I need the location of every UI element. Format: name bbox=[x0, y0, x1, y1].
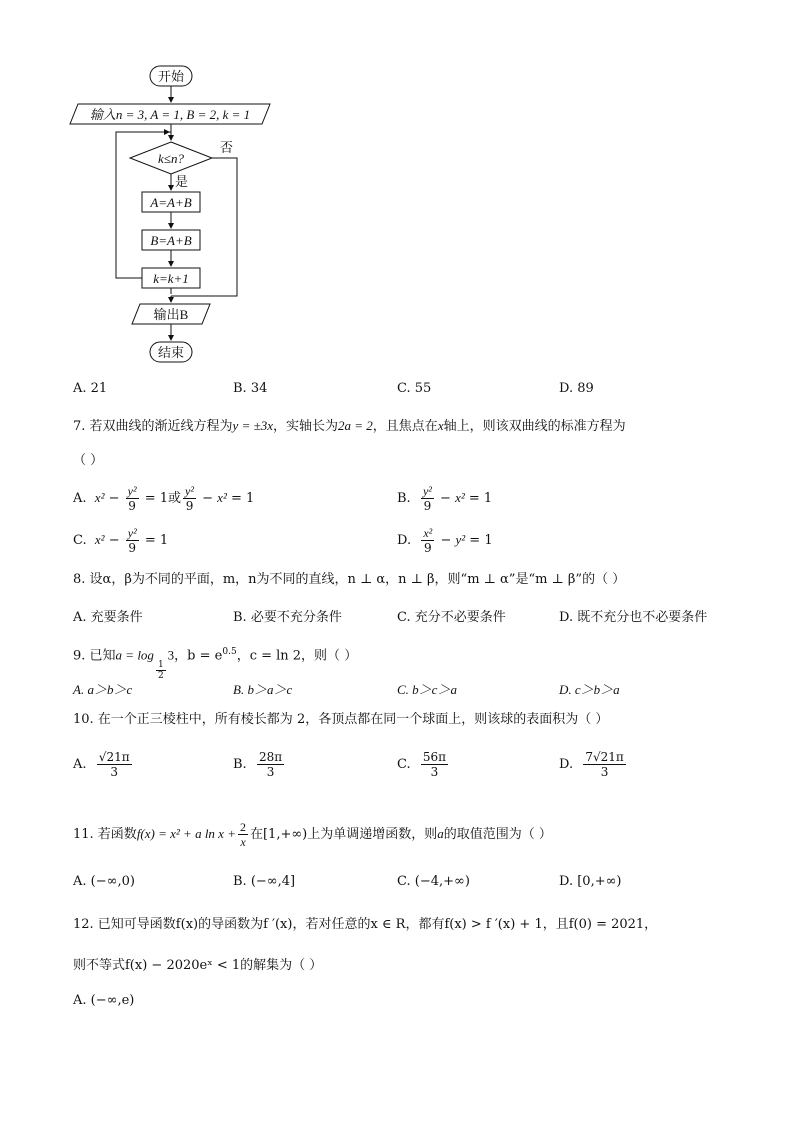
q10-option-d-label: D. bbox=[559, 757, 574, 772]
q11-stem-part3: 的取值范围为（ ） bbox=[443, 827, 552, 842]
q11-option-c: C. (−4,+∞) bbox=[397, 874, 470, 889]
flow-step-b-label: B=A+B bbox=[150, 233, 192, 248]
q8-stem: 8. 设α，β为不同的平面，m，n为不同的直线，n ⊥ α，n ⊥ β，则“m ⊥ α”是“m ⊥ β”的（ ） bbox=[73, 572, 626, 587]
q7-a-frac2-den: 9 bbox=[185, 499, 194, 513]
q7-option-d bbox=[397, 526, 493, 555]
q9-log-base-num: 1 bbox=[157, 660, 164, 671]
q7-c-eq: = 1 bbox=[144, 533, 169, 548]
q9-option-b: B. b＞a＞c bbox=[233, 682, 293, 697]
q7-b-frac-den: 9 bbox=[423, 499, 432, 513]
q6-option-c: C. 55 bbox=[397, 381, 432, 396]
q11-stem-part1: 11. 若函数 bbox=[73, 827, 137, 842]
q7-paren: （ ） bbox=[73, 453, 104, 468]
q7-a-eq: = 1 bbox=[144, 491, 169, 506]
q7-option-b-label: B. bbox=[397, 491, 411, 506]
q9-option-d: D. c＞b＞a bbox=[559, 682, 620, 697]
flow-no-label: 否 bbox=[220, 140, 234, 155]
q11-option-d: D. [0,+∞) bbox=[559, 874, 622, 889]
q7-option-a bbox=[73, 484, 254, 513]
q6-option-d: D. 89 bbox=[559, 381, 594, 396]
q6-option-b: B. 34 bbox=[233, 381, 268, 396]
q11-stem bbox=[73, 820, 552, 849]
flowchart bbox=[60, 60, 290, 370]
q10-option-b-label: B. bbox=[233, 757, 247, 772]
q10-c-den: 3 bbox=[430, 765, 439, 779]
q7-a-minus2: − bbox=[202, 491, 214, 506]
q9-log-base bbox=[156, 660, 166, 681]
q11-a-var: a bbox=[437, 826, 444, 841]
q7-b-frac-num: y² bbox=[422, 484, 432, 498]
q10-b-num: 28π bbox=[258, 750, 283, 764]
q10-option-a-label: A. bbox=[73, 757, 87, 772]
q11-frac bbox=[238, 820, 248, 849]
q10-stem: 10. 在一个正三棱柱中，所有棱长都为 2，各顶点都在同一个球面上，则该球的表面积为（ ） bbox=[73, 712, 609, 727]
flow-start-label: 开始 bbox=[157, 69, 185, 84]
q7-d-y2: y² bbox=[455, 532, 466, 547]
q7-a-frac2-num: y² bbox=[185, 484, 194, 498]
q10-a-frac bbox=[97, 750, 132, 779]
q7-stem-part3: ，且焦点在 bbox=[372, 419, 438, 434]
q7-d-frac bbox=[421, 526, 434, 555]
q7-a-frac bbox=[126, 484, 139, 513]
q10-option-b bbox=[233, 750, 286, 779]
q7-a-eq2: = 1 bbox=[230, 491, 255, 506]
q9-stem-part3: ，c = ln 2，则（ ） bbox=[236, 648, 358, 664]
flow-yes-label: 是 bbox=[175, 174, 189, 189]
q7-stem-part1: 7. 若双曲线的渐近线方程为 bbox=[73, 419, 233, 434]
q7-b-eq: = 1 bbox=[468, 491, 493, 506]
q7-c-frac-num: y² bbox=[127, 526, 137, 540]
q9-exp: 0.5 bbox=[222, 647, 237, 657]
q10-b-frac bbox=[257, 750, 284, 779]
q7-a-frac2 bbox=[183, 484, 196, 513]
q7-option-b bbox=[397, 484, 492, 513]
q7-asymptote-eq: y = ±3x bbox=[232, 418, 273, 433]
q8-option-c: C. 充分不必要条件 bbox=[397, 610, 506, 625]
q9-stem bbox=[73, 643, 357, 681]
q7-stem-part4: 轴上，则该双曲线的标准方程为 bbox=[443, 419, 626, 434]
q7-d-frac-den: 9 bbox=[424, 541, 432, 555]
q7-d-frac-num: x² bbox=[423, 526, 433, 540]
q9-log-arg: 3 bbox=[167, 647, 175, 663]
q7-axis-eq: 2a = 2 bbox=[338, 418, 373, 433]
q7-x-var: x bbox=[437, 418, 444, 433]
q7-d-eq: = 1 bbox=[469, 533, 493, 548]
q7-a-x2b: x² bbox=[217, 490, 227, 505]
q10-a-num: √21π bbox=[98, 750, 130, 764]
q11-stem-part2: 在[1,+∞)上为单调递增函数，则 bbox=[249, 827, 438, 842]
q12-option-a: A. (−∞,e) bbox=[73, 993, 135, 1008]
q7-option-c bbox=[73, 526, 168, 555]
q8-option-d: D. 既不充分也不必要条件 bbox=[559, 610, 708, 625]
q12-stem-line1: 12. 已知可导函数f(x)的导函数为f ′(x)，若对任意的x ∈ R，都有f(x) > f ′(x) + 1，且f(0) = 2021， bbox=[73, 917, 658, 932]
q7-a-frac-den: 9 bbox=[128, 499, 136, 513]
q9-stem-part1: 9. 已知 bbox=[73, 648, 116, 664]
q11-option-a: A. (−∞,0) bbox=[73, 874, 135, 889]
q10-c-frac bbox=[421, 750, 448, 779]
flow-step-a-label: A=A+B bbox=[150, 195, 192, 210]
q10-a-den: 3 bbox=[110, 765, 119, 779]
q7-c-frac-den: 9 bbox=[128, 541, 137, 555]
q10-option-c-label: C. bbox=[397, 757, 411, 772]
q7-option-d-label: D. bbox=[397, 533, 412, 548]
q8-option-b: B. 必要不充分条件 bbox=[233, 610, 342, 625]
q10-option-c bbox=[397, 750, 450, 779]
q7-b-x2: x² bbox=[455, 490, 465, 505]
flow-condition-label: k≤n? bbox=[158, 151, 184, 166]
q10-d-frac bbox=[583, 750, 625, 779]
q10-c-num: 56π bbox=[422, 750, 447, 764]
q11-option-b: B. (−∞,4] bbox=[233, 874, 296, 889]
q7-a-x2: x² bbox=[94, 490, 105, 505]
q10-option-d bbox=[559, 750, 628, 779]
q7-b-minus: − bbox=[440, 491, 451, 506]
flow-output-label: 输出B bbox=[153, 307, 189, 322]
q10-option-a bbox=[73, 750, 134, 779]
q7-a-or: 或 bbox=[168, 491, 182, 506]
q9-option-a: A. a＞b＞c bbox=[73, 682, 133, 697]
q9-stem-part2: ，b = e bbox=[174, 648, 223, 664]
q10-b-den: 3 bbox=[266, 765, 275, 779]
q12-stem-line2: 则不等式f(x) − 2020eˣ < 1的解集为（ ） bbox=[73, 958, 323, 973]
q7-option-a-label: A. bbox=[73, 491, 87, 506]
q6-option-a: A. 21 bbox=[73, 381, 108, 396]
q10-d-num: 7√21π bbox=[585, 750, 624, 764]
q9-option-c: C. b＞c＞a bbox=[397, 682, 457, 697]
q9-log-base-den: 2 bbox=[157, 671, 164, 682]
q7-c-frac bbox=[126, 526, 139, 555]
q11-frac-num: 2 bbox=[239, 820, 246, 834]
q7-c-minus: − bbox=[108, 533, 120, 548]
q7-c-x2: x² bbox=[94, 532, 105, 547]
q7-a-frac-num: y² bbox=[127, 484, 137, 498]
q11-function: f(x) = x² + a ln x + bbox=[136, 826, 236, 841]
q7-option-c-label: C. bbox=[73, 533, 87, 548]
q7-stem-part2: ，实轴长为 bbox=[273, 419, 339, 434]
q10-d-den: 3 bbox=[600, 765, 609, 779]
flow-step-k-label: k=k+1 bbox=[153, 271, 189, 286]
flow-input-label: 输入n = 3, A = 1, B = 2, k = 1 bbox=[89, 107, 251, 122]
q9-a-log: a = log bbox=[115, 647, 154, 663]
flow-end-label: 结束 bbox=[157, 345, 185, 360]
q7-stem bbox=[73, 417, 626, 436]
q7-d-minus: − bbox=[440, 533, 452, 548]
q7-b-frac bbox=[421, 484, 434, 513]
q11-frac-den: x bbox=[240, 835, 246, 849]
q8-option-a: A. 充要条件 bbox=[73, 610, 143, 625]
q7-a-minus: − bbox=[108, 491, 120, 506]
